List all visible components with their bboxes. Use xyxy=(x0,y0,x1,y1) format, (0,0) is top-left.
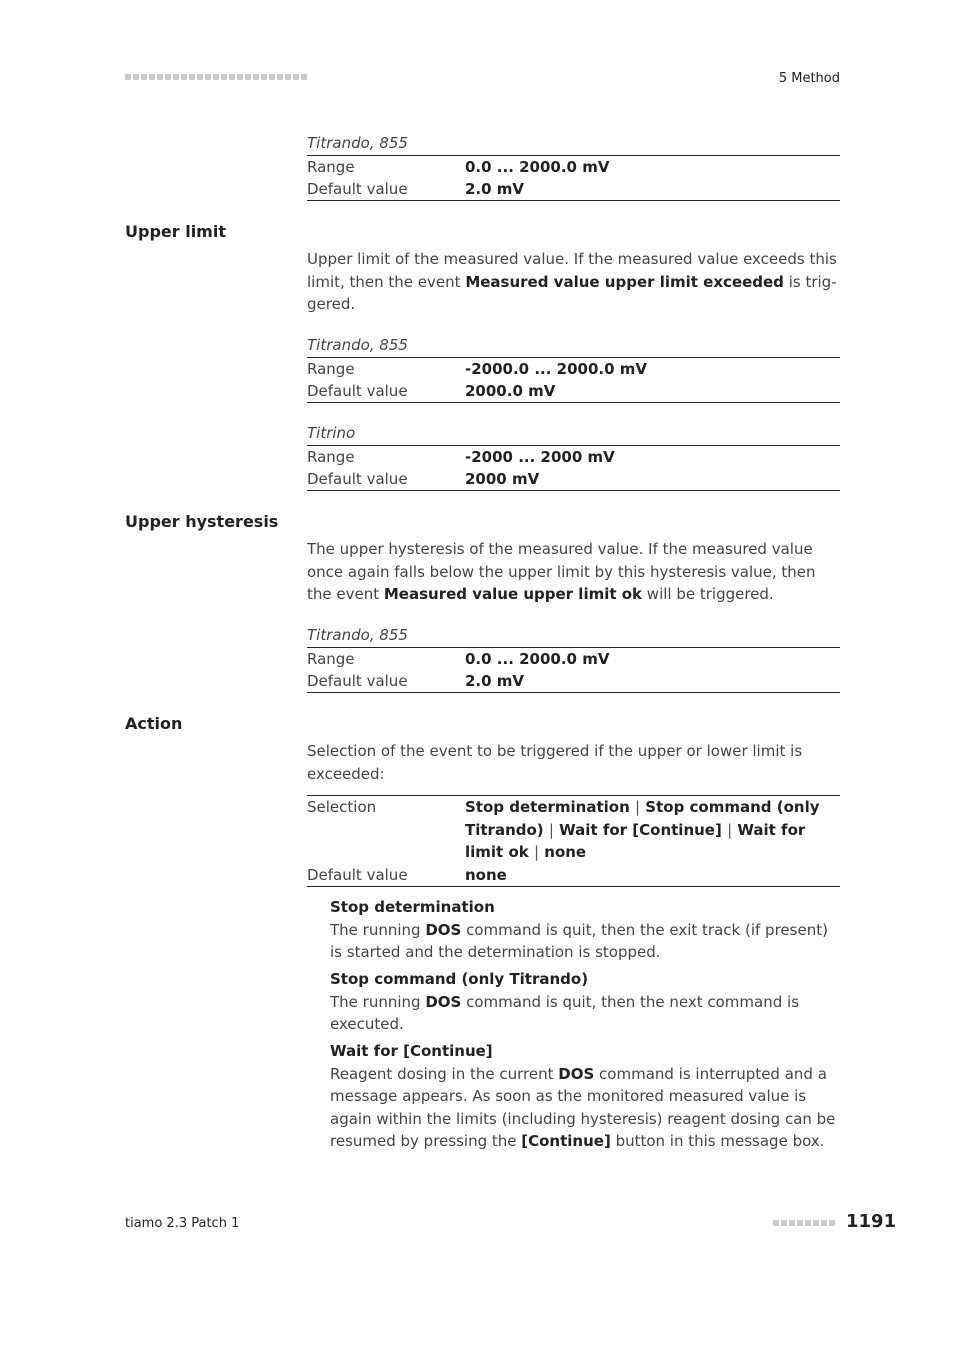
default-value: 2.0 mV xyxy=(465,672,525,690)
table-caption: Titrando, 855 xyxy=(307,134,408,152)
range-label: Range xyxy=(307,650,355,668)
default-label: Default value xyxy=(307,382,408,400)
action-item-title: Stop determination xyxy=(330,898,495,916)
option-wait-for-limit-ok: Wait for limit ok xyxy=(465,820,806,862)
default-label: Default value xyxy=(307,470,408,488)
option-separator: | xyxy=(533,843,540,862)
action-item-title: Stop command (only Titrando) xyxy=(330,970,589,988)
option-separator: | xyxy=(548,820,554,839)
range-label: Range xyxy=(307,360,355,378)
option-none: none xyxy=(544,843,587,862)
param-table-titrando-1 xyxy=(307,134,840,201)
footer-product: tiamo 2.3 Patch 1 xyxy=(125,1216,240,1231)
range-label: Range xyxy=(307,158,355,176)
section-title-upper-limit: Upper limit xyxy=(125,222,226,241)
default-value: 2.0 mV xyxy=(465,180,525,198)
selection-label: Selection xyxy=(307,798,377,816)
section-title-upper-hysteresis: Upper hysteresis xyxy=(125,512,279,531)
action-item-stop-command: Stop command (only Titrando) The running DOS command is quit, then the next command is executed. xyxy=(330,968,840,1036)
action-description: Selection of the event to be triggered if the upper or lower limit is exceeded: xyxy=(307,742,803,783)
default-label: Default value xyxy=(307,672,408,690)
selection-options xyxy=(465,796,840,865)
range-value: 0.0 ... 2000.0 mV xyxy=(465,158,610,176)
range-value: 0.0 ... 2000.0 mV xyxy=(465,650,610,668)
action-item-wait-for-continue: Wait for [Continue] Reagent dosing in the current DOS command is interrupted and a message appears. As soon as the monitored measured value is again within the limits (including hysteresis) reagent dosing can be resumed by pressing the [Continue] button in this message box. xyxy=(330,1040,840,1153)
range-value: -2000 ... 2000 mV xyxy=(465,448,615,466)
param-table-upper-limit-titrino xyxy=(307,424,840,491)
section-title-action: Action xyxy=(125,714,183,733)
default-value: 2000 mV xyxy=(465,470,540,488)
table-caption: Titrando, 855 xyxy=(307,626,408,644)
upper-hysteresis-description: The upper hysteresis of the measured value. If the measured value once again falls below the upper limit by this hysteresis value, then the event Measured value upper limit ok will be triggered. xyxy=(307,540,816,603)
option-wait-for-continue: Wait for [Continue] xyxy=(559,820,722,839)
page-number: 1191 xyxy=(846,1211,897,1232)
upper-limit-description: Upper limit of the measured value. If the measured value exceeds this limit, then the event Measured value upper limit exceeded is triggered. xyxy=(307,250,837,313)
footer-decoration xyxy=(773,1219,839,1228)
table-caption: Titrino xyxy=(307,424,356,442)
option-stop-command: Stop command (only Titrando) xyxy=(465,798,820,839)
param-table-upper-limit-titrando xyxy=(307,336,840,403)
default-value: none xyxy=(465,866,507,885)
param-table-upper-hysteresis-titrando xyxy=(307,626,840,693)
table-caption: Titrando, 855 xyxy=(307,336,408,354)
option-stop-determination: Stop determination xyxy=(465,798,630,816)
range-label: Range xyxy=(307,448,355,466)
header-decoration xyxy=(125,73,307,82)
param-table-action-selection xyxy=(307,795,840,887)
option-separator: | xyxy=(635,798,641,816)
action-item-title: Wait for [Continue] xyxy=(330,1042,493,1060)
action-item-stop-determination: Stop determination The running DOS command is quit, then the exit track (if present) is started and the determination is stopped. xyxy=(330,896,840,964)
header-section-title: 5 Method xyxy=(778,71,840,86)
default-label: Default value xyxy=(307,180,408,198)
default-label: Default value xyxy=(307,866,408,885)
range-value: -2000.0 ... 2000.0 mV xyxy=(465,360,647,378)
option-separator: | xyxy=(727,820,733,839)
default-value: 2000.0 mV xyxy=(465,382,556,400)
